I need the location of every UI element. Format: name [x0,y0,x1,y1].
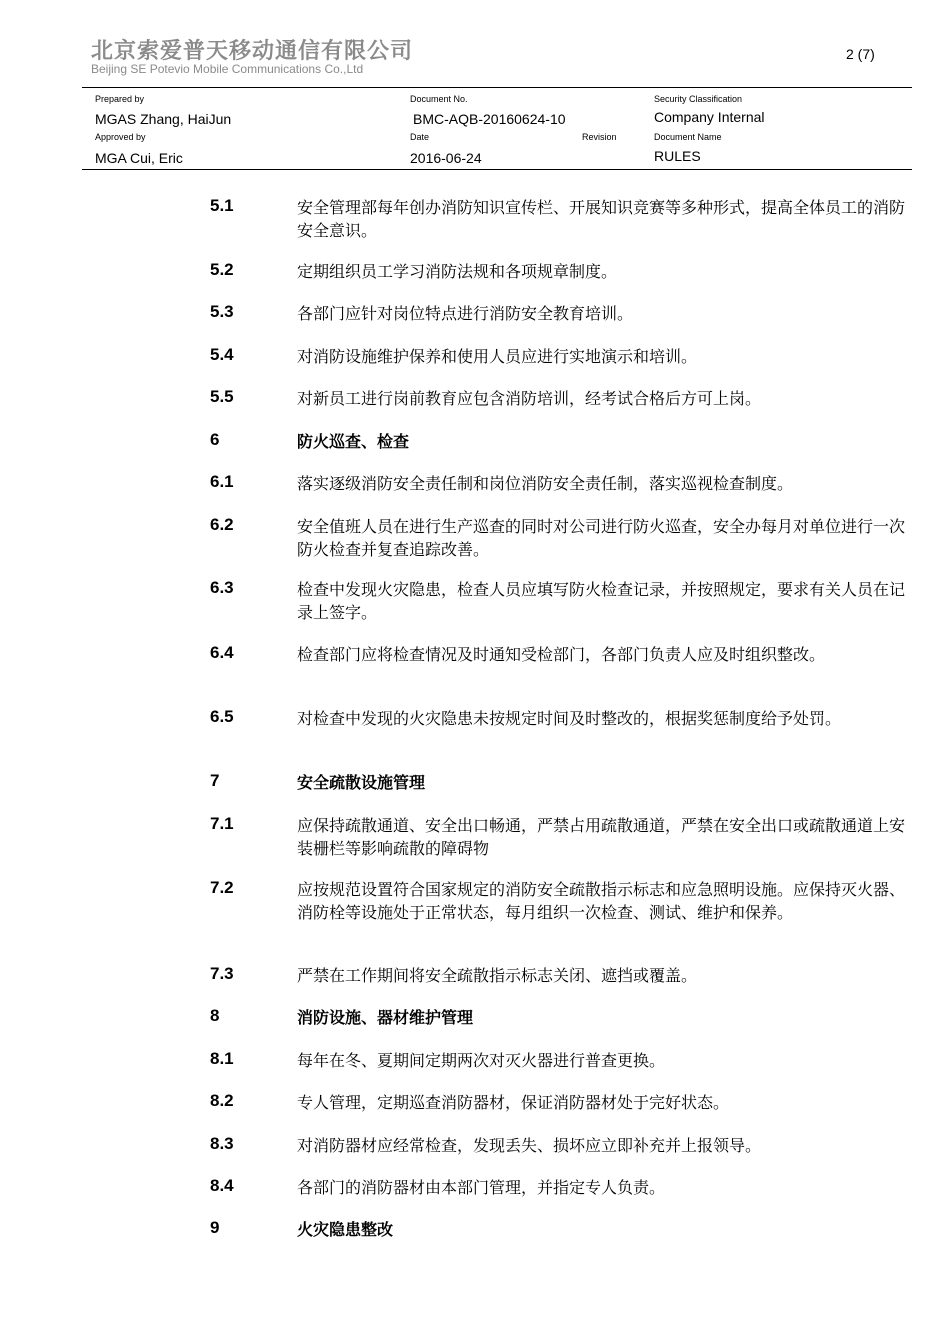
item-text: 各部门应针对岗位特点进行消防安全教育培训。 [297,304,634,323]
item-text: 应按规范设置符合国家规定的消防安全疏散指示标志和应急照明设施。应保持灭火器、消防栓等设施处于正常状态，每月组织一次检查、测试、维护和保养。 [297,880,906,922]
item-number: 5.2 [210,260,234,279]
prepared-by-value: MGAS Zhang, HaiJun [95,111,232,127]
date-value: 2016-06-24 [410,150,482,166]
item-number: 5.5 [210,387,234,406]
document-name-label: Document Name [654,132,722,142]
item-text: 应保持疏散通道、安全出口畅通，严禁占用疏散通道，严禁在安全出口或疏散通道上安装栅栏等影响疏散的障碍物 [297,816,906,858]
header-bottom-divider [82,169,912,170]
item-number: 7.3 [210,964,234,983]
item-text: 对消防设施维护保养和使用人员应进行实地演示和培训。 [297,347,698,366]
section-title: 消防设施、器材维护管理 [297,1008,474,1027]
section-number: 8 [210,1006,220,1025]
item-text: 专人管理，定期巡查消防器材，保证消防器材处于完好状态。 [297,1093,730,1112]
item-text: 对检查中发现的火灾隐患未按规定时间及时整改的，根据奖惩制度给予处罚。 [297,709,842,728]
item-number: 5.4 [210,345,234,364]
item-text: 各部门的消防器材由本部门管理，并指定专人负责。 [297,1178,666,1197]
item-number: 6.5 [210,707,234,726]
item-number: 7.2 [210,878,234,897]
section-title: 火灾隐患整改 [297,1220,394,1239]
date-label: Date [410,132,430,142]
item-number: 5.1 [210,196,234,215]
section-number: 9 [210,1218,220,1237]
item-number: 8.3 [210,1134,234,1153]
item-number: 6.2 [210,515,234,534]
section-title: 安全疏散设施管理 [297,773,426,792]
item-text: 安全值班人员在进行生产巡查的同时对公司进行防火巡查，安全办每月对单位进行一次防火检查并复查追踪改善。 [297,517,906,559]
header-top-divider [82,87,912,88]
item-text: 每年在冬、夏期间定期两次对灭火器进行普查更换。 [297,1051,666,1070]
item-text: 对消防器材应经常检查，发现丢失、损坏应立即补充并上报领导。 [297,1136,762,1155]
approved-by-label: Approved by [95,132,146,142]
page-number: 2 (7) [846,46,875,62]
item-number: 6.4 [210,643,234,662]
company-name-chinese: 北京索爱普天移动通信有限公司 [91,39,414,64]
security-classification-label: Security Classification [654,94,743,104]
security-classification-value: Company Internal [654,109,765,125]
company-name-english: Beijing SE Potevio Mobile Communications Co.,Ltd [91,62,364,76]
item-text: 检查部门应将检查情况及时通知受检部门，各部门负责人应及时组织整改。 [297,645,826,664]
item-number: 7.1 [210,814,234,833]
approved-by-value: MGA Cui, Eric [95,150,183,166]
document-no-value: BMC-AQB-20160624-10 [413,111,566,127]
item-number: 5.3 [210,302,234,321]
section-title: 防火巡查、检查 [297,432,410,451]
section-number: 6 [210,430,220,449]
item-text: 落实逐级消防安全责任制和岗位消防安全责任制，落实巡视检查制度。 [297,474,794,493]
item-number: 8.1 [210,1049,234,1068]
item-text: 严禁在工作期间将安全疏散指示标志关闭、遮挡或覆盖。 [297,966,698,985]
item-text: 定期组织员工学习消防法规和各项规章制度。 [297,262,618,281]
item-number: 8.2 [210,1091,234,1110]
section-number: 7 [210,771,220,790]
prepared-by-label: Prepared by [95,94,145,104]
item-text: 安全管理部每年创办消防知识宣传栏、开展知识竞赛等多种形式，提高全体员工的消防安全意识。 [297,198,906,240]
document-name-value: RULES [654,148,701,164]
document-no-label: Document No. [410,94,468,104]
item-number: 8.4 [210,1176,234,1195]
item-text: 检查中发现火灾隐患，检查人员应填写防火检查记录，并按照规定，要求有关人员在记录上签字。 [297,580,906,622]
item-number: 6.1 [210,472,234,491]
item-number: 6.3 [210,578,234,597]
item-text: 对新员工进行岗前教育应包含消防培训，经考试合格后方可上岗。 [297,389,762,408]
revision-label: Revision [582,132,617,142]
